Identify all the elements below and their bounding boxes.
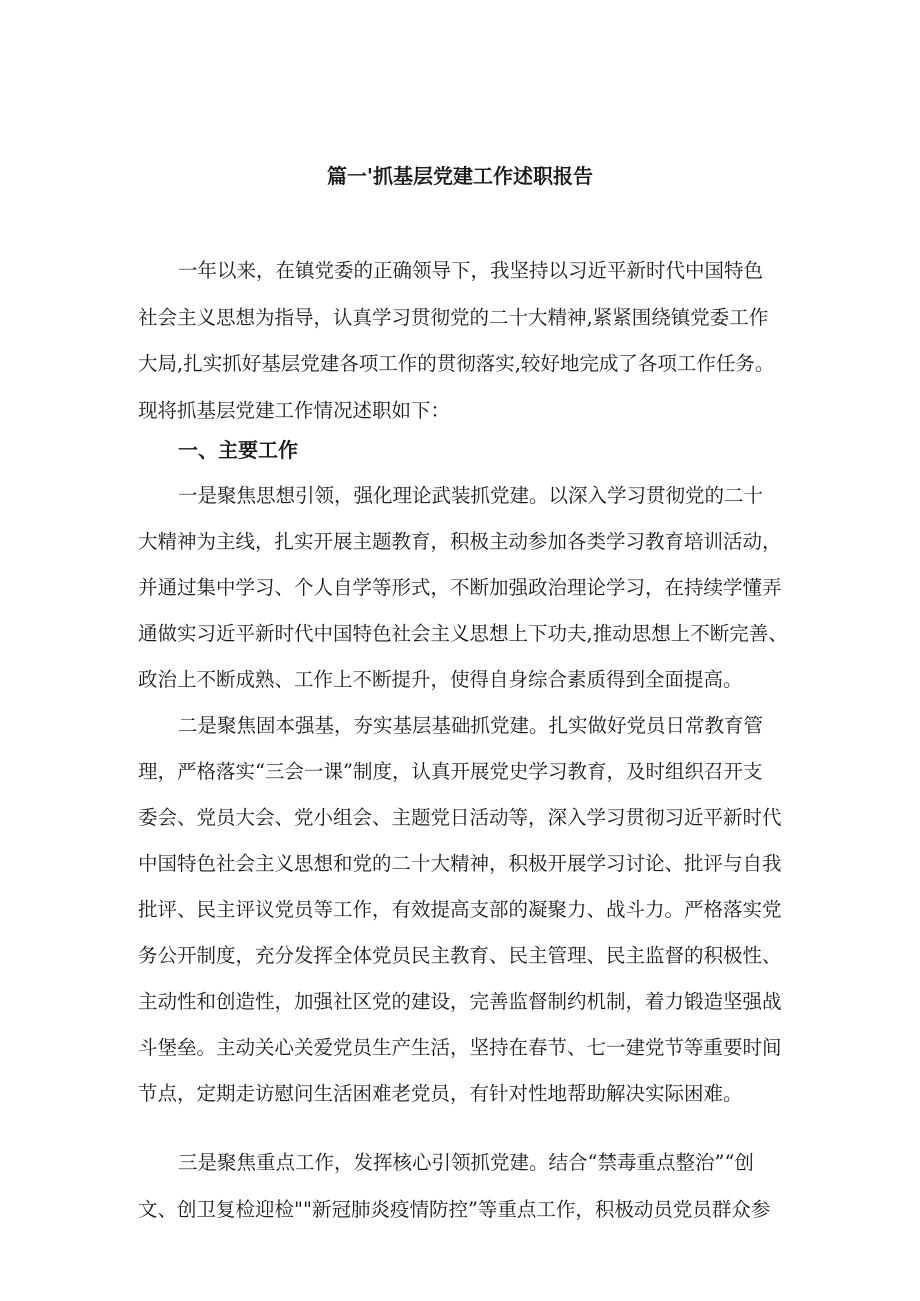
paragraph-line: 政治上不断成熟、工作上不断提升，使得自身综合素质得到全面提高。 bbox=[138, 668, 743, 691]
paragraph-line: 现将抓基层党建工作情况述职如下： bbox=[138, 399, 451, 422]
paragraph-line: 并通过集中学习、个人自学等形式，不断加强政治理论学习，在持续学懂弄 bbox=[138, 576, 782, 599]
paragraph-line: 三是聚焦重点工作，发挥核心引领抓党建。结合“禁毒重点整治”“创 bbox=[178, 1151, 754, 1174]
paragraph-line: 一是聚焦思想引领，强化理论武装抓党建。以深入学习贯彻党的二十 bbox=[178, 484, 764, 507]
paragraph-line: 务公开制度，充分发挥全体党员民主教育、民主管理、民主监督的积极性、 bbox=[138, 944, 782, 967]
paragraph-line: 二是聚焦固本强基，夯实基层基础抓党建。扎实做好党员日常教育管 bbox=[178, 714, 764, 737]
paragraph-line: 批评、民主评议党员等工作，有效提高支部的凝聚力、战斗力。严格落实党 bbox=[138, 898, 782, 921]
paragraph-line: 一年以来，在镇党委的正确领导下，我坚持以习近平新时代中国特色 bbox=[178, 259, 764, 282]
paragraph-line: 委会、党员大会、党小组会、主题党日活动等，深入学习贯彻习近平新时代 bbox=[138, 806, 782, 829]
section-heading: 一、主要工作 bbox=[178, 438, 298, 462]
paragraph-line: 通做实习近平新时代中国特色社会主义思想上下功夫,推动思想上不断完善、 bbox=[138, 622, 788, 645]
paragraph-line: 中国特色社会主义思想和党的二十大精神，积极开展学习讨论、批评与自我 bbox=[138, 852, 782, 875]
paragraph-line: 大局,扎实抓好基层党建各项工作的贯彻落实,较好地完成了各项工作任务。 bbox=[138, 352, 775, 375]
paragraph-line: 文、创卫复检迎检""新冠肺炎疫情防控”等重点工作，积极动员党员群众参 bbox=[138, 1198, 771, 1221]
paragraph-line: 节点，定期走访慰问生活困难老党员，有针对性地帮助解决实际困难。 bbox=[138, 1082, 743, 1105]
paragraph-line: 斗堡垒。主动关心关爱党员生产生活，坚持在春节、七一建党节等重要时间 bbox=[138, 1036, 782, 1059]
paragraph-line: 社会主义思想为指导，认真学习贯彻党的二十大精神,紧紧围绕镇党委工作 bbox=[138, 306, 769, 329]
paragraph-line: 理，严格落实“三会一课”制度，认真开展党史学习教育，及时组织召开支 bbox=[138, 760, 763, 783]
paragraph-line: 主动性和创造性，加强社区党的建设，完善监督制约机制，着力锻造坚强战 bbox=[138, 990, 782, 1013]
document-title: 篇一'抓基层党建工作述职报告 bbox=[326, 164, 594, 188]
paragraph-line: 大精神为主线，扎实开展主题教育，积极主动参加各类学习教育培训活动， bbox=[138, 530, 782, 553]
